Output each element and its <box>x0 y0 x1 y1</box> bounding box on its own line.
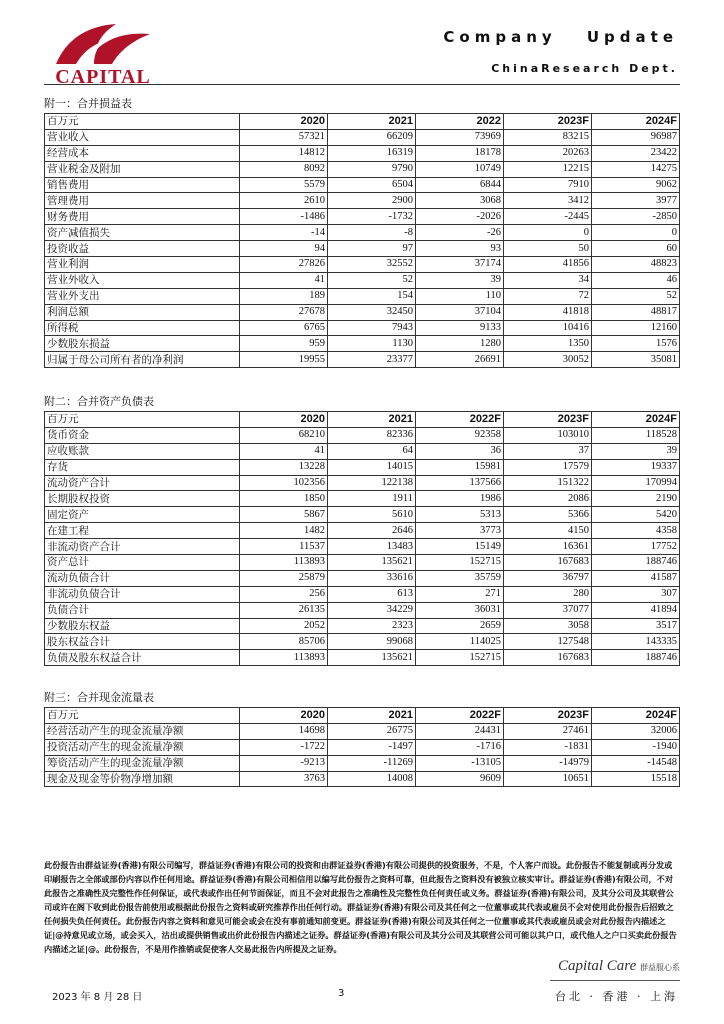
value-cell: 188746 <box>592 650 680 666</box>
table-row <box>45 723 680 739</box>
value-cell: 1576 <box>592 336 680 352</box>
value-cell: 92358 <box>416 427 504 443</box>
value-cell: 13228 <box>240 459 328 475</box>
value-cell: 307 <box>592 586 680 602</box>
row-label: 财务费用 <box>45 209 240 225</box>
row-label: 负债及股东权益合计 <box>45 650 240 666</box>
row-label: 流动负债合计 <box>45 570 240 586</box>
value-cell: 2086 <box>504 491 592 507</box>
value-cell: 271 <box>416 586 504 602</box>
row-label: 营业税金及附加 <box>45 161 240 177</box>
value-cell: 167683 <box>504 555 592 571</box>
year-header: 2021 <box>328 708 416 724</box>
value-cell: -1716 <box>416 739 504 755</box>
table-row <box>45 272 680 288</box>
value-cell: 8092 <box>240 161 328 177</box>
value-cell: 39 <box>592 443 680 459</box>
section-title: 附三：合并现金流量表 <box>44 691 154 704</box>
value-cell: -1940 <box>592 739 680 755</box>
value-cell: 1850 <box>240 491 328 507</box>
value-cell: 3773 <box>416 523 504 539</box>
page-number: 3 <box>338 988 345 999</box>
table-row <box>45 288 680 304</box>
value-cell: 25879 <box>240 570 328 586</box>
value-cell: 35081 <box>592 352 680 368</box>
value-cell: 170994 <box>592 475 680 491</box>
value-cell: 14698 <box>240 723 328 739</box>
value-cell: 2052 <box>240 618 328 634</box>
row-label: 营业外支出 <box>45 288 240 304</box>
unit-label: 百万元 <box>45 114 240 130</box>
value-cell: 82336 <box>328 427 416 443</box>
value-cell: 152715 <box>416 650 504 666</box>
value-cell: 113893 <box>240 650 328 666</box>
value-cell: 114025 <box>416 634 504 650</box>
value-cell: 613 <box>328 586 416 602</box>
income-statement-section <box>44 96 680 368</box>
value-cell: 19337 <box>592 459 680 475</box>
value-cell: 4150 <box>504 523 592 539</box>
header-divider <box>44 84 680 85</box>
brand-name-cn: 群益服心系 <box>640 963 680 972</box>
value-cell: 48823 <box>592 257 680 273</box>
value-cell: 16319 <box>328 145 416 161</box>
value-cell: 6844 <box>416 177 504 193</box>
value-cell: 102356 <box>240 475 328 491</box>
value-cell: 50 <box>504 241 592 257</box>
row-label: 经营活动产生的现金流量净额 <box>45 723 240 739</box>
value-cell: 17752 <box>592 539 680 555</box>
value-cell: 34229 <box>328 602 416 618</box>
cash-flow-table <box>44 707 680 787</box>
table-row <box>45 427 680 443</box>
value-cell: 32450 <box>328 304 416 320</box>
value-cell: 3517 <box>592 618 680 634</box>
value-cell: 1482 <box>240 523 328 539</box>
value-cell: 19955 <box>240 352 328 368</box>
value-cell: 5313 <box>416 507 504 523</box>
row-label: 投资活动产生的现金流量净额 <box>45 739 240 755</box>
row-label: 流动资产合计 <box>45 475 240 491</box>
value-cell: 41 <box>240 443 328 459</box>
row-label: 货币资金 <box>45 427 240 443</box>
value-cell: 13483 <box>328 539 416 555</box>
value-cell: -2026 <box>416 209 504 225</box>
table-row <box>45 771 680 787</box>
section-title: 附二：合并资产负债表 <box>44 395 154 408</box>
table-row <box>45 304 680 320</box>
value-cell: 48817 <box>592 304 680 320</box>
value-cell: 39 <box>416 272 504 288</box>
value-cell: 15981 <box>416 459 504 475</box>
value-cell: 10651 <box>504 771 592 787</box>
value-cell: 26775 <box>328 723 416 739</box>
year-header: 2022F <box>416 412 504 428</box>
value-cell: 20263 <box>504 145 592 161</box>
value-cell: 37104 <box>416 304 504 320</box>
value-cell: 37077 <box>504 602 592 618</box>
value-cell: -2850 <box>592 209 680 225</box>
row-label: 股东权益合计 <box>45 634 240 650</box>
value-cell: 9790 <box>328 161 416 177</box>
value-cell: 1350 <box>504 336 592 352</box>
row-label: 负债合计 <box>45 602 240 618</box>
value-cell: 3058 <box>504 618 592 634</box>
eagle-logo-icon <box>46 20 160 68</box>
value-cell: 24431 <box>416 723 504 739</box>
year-header: 2024F <box>592 114 680 130</box>
year-header: 2023F <box>504 412 592 428</box>
value-cell: 137566 <box>416 475 504 491</box>
row-label: 少数股东权益 <box>45 618 240 634</box>
value-cell: 36031 <box>416 602 504 618</box>
table-row <box>45 241 680 257</box>
row-label: 营业利润 <box>45 257 240 273</box>
income-statement-table <box>44 113 680 368</box>
value-cell: 41 <box>240 272 328 288</box>
value-cell: 127548 <box>504 634 592 650</box>
row-label: 营业收入 <box>45 129 240 145</box>
table-row <box>45 257 680 273</box>
value-cell: 37174 <box>416 257 504 273</box>
value-cell: 27461 <box>504 723 592 739</box>
year-header: 2020 <box>240 114 328 130</box>
value-cell: 14015 <box>328 459 416 475</box>
value-cell: 36 <box>416 443 504 459</box>
row-label: 固定资产 <box>45 507 240 523</box>
capital-logo <box>46 20 160 90</box>
value-cell: 99068 <box>328 634 416 650</box>
value-cell: -1722 <box>240 739 328 755</box>
value-cell: -14979 <box>504 755 592 771</box>
table-row <box>45 539 680 555</box>
value-cell: 26135 <box>240 602 328 618</box>
table-row <box>45 618 680 634</box>
value-cell: 14275 <box>592 161 680 177</box>
logo-text: CAPITAL <box>55 66 151 88</box>
row-label: 现金及现金等价物净增加额 <box>45 771 240 787</box>
value-cell: 10416 <box>504 320 592 336</box>
value-cell: -26 <box>416 225 504 241</box>
balance-sheet-table <box>44 411 680 666</box>
disclaimer-text: 此份报告由群益证券(香港)有限公司编写，群益证券(香港)有限公司的投资和由群证益券(香港)有限公司提供的投资服务，不是，个人客户而设。此份报告不能复制或再分发或印刷报告之全部或部份内容以作任何用途。群益证券(香港)有限公司相信用以编写此份报告之资料可靠，但此报告之资料没有被独立核实审计。群益证券(香港)有限公司，不对此报告之准确性及完整性作任何保证，或代表或作出任何节面保证，而且不会对此报告之准确性及完整性负任何责任或义务。群益证券(香港)有限公司，及其分公司及其联营公司或许在阁下收到此份报告前使用或根据此份报告之资料或研究推荐作出任何行动。群益证券(香港)有限公司及其任何之一位董事或其代表或雇员不会对使用此份报告后招致之任何损失负任何责任。此份报告内容之资料和意见可能会或会在没有事前通知前变更。群益证券(香港)有限公司及其任何之一位董事或其代表或雇员或会对此份报告内描述之证|@持意见或立场，或会买入，沽出或提供销售或出价此份报告内描述之证券。群益证券(香港)有限公司及其分公司及其联营公司可能以其户口，或代他人之户口买卖此份报告内描述之证|@。此份报告，不是用作推销或促使客人交易此报告内所提及之证券。 <box>44 860 677 954</box>
value-cell: 113893 <box>240 555 328 571</box>
table-row <box>45 507 680 523</box>
value-cell: 7910 <box>504 177 592 193</box>
year-header: 2024F <box>592 708 680 724</box>
table-header-row <box>45 708 680 724</box>
row-label: 非流动资产合计 <box>45 539 240 555</box>
table-row <box>45 475 680 491</box>
value-cell: 68210 <box>240 427 328 443</box>
value-cell: 152715 <box>416 555 504 571</box>
row-label: 在建工程 <box>45 523 240 539</box>
value-cell: 143335 <box>592 634 680 650</box>
value-cell: -11269 <box>328 755 416 771</box>
value-cell: 1986 <box>416 491 504 507</box>
table-row <box>45 459 680 475</box>
value-cell: -9213 <box>240 755 328 771</box>
value-cell: 41894 <box>592 602 680 618</box>
footer-divider <box>550 980 680 981</box>
value-cell: 16361 <box>504 539 592 555</box>
value-cell: 27678 <box>240 304 328 320</box>
table-row <box>45 209 680 225</box>
value-cell: 32006 <box>592 723 680 739</box>
table-row <box>45 352 680 368</box>
value-cell: 33616 <box>328 570 416 586</box>
value-cell: 46 <box>592 272 680 288</box>
value-cell: 6504 <box>328 177 416 193</box>
year-header: 2020 <box>240 708 328 724</box>
row-label: 所得税 <box>45 320 240 336</box>
table-row <box>45 739 680 755</box>
value-cell: 9133 <box>416 320 504 336</box>
value-cell: 34 <box>504 272 592 288</box>
table-row <box>45 177 680 193</box>
value-cell: 2900 <box>328 193 416 209</box>
value-cell: 959 <box>240 336 328 352</box>
value-cell: 64 <box>328 443 416 459</box>
value-cell: 83215 <box>504 129 592 145</box>
year-header: 2021 <box>328 412 416 428</box>
table-row <box>45 161 680 177</box>
table-row <box>45 129 680 145</box>
value-cell: 11537 <box>240 539 328 555</box>
value-cell: 256 <box>240 586 328 602</box>
value-cell: -14 <box>240 225 328 241</box>
unit-label: 百万元 <box>45 708 240 724</box>
value-cell: 2659 <box>416 618 504 634</box>
value-cell: -1486 <box>240 209 328 225</box>
value-cell: 73969 <box>416 129 504 145</box>
row-label: 长期股权投资 <box>45 491 240 507</box>
value-cell: -14548 <box>592 755 680 771</box>
value-cell: 23422 <box>592 145 680 161</box>
value-cell: 1130 <box>328 336 416 352</box>
department-label: ChinaResearch Dept. <box>491 62 678 75</box>
table-header-row <box>45 114 680 130</box>
row-label: 管理费用 <box>45 193 240 209</box>
row-label: 归属于母公司所有者的净利润 <box>45 352 240 368</box>
value-cell: 52 <box>328 272 416 288</box>
value-cell: 60 <box>592 241 680 257</box>
table-row <box>45 145 680 161</box>
value-cell: 2323 <box>328 618 416 634</box>
report-type-title: Company Update <box>443 28 678 46</box>
value-cell: 118528 <box>592 427 680 443</box>
row-label: 投资收益 <box>45 241 240 257</box>
value-cell: -2445 <box>504 209 592 225</box>
value-cell: 41818 <box>504 304 592 320</box>
value-cell: 7943 <box>328 320 416 336</box>
capital-care-brand <box>558 958 680 975</box>
value-cell: 27826 <box>240 257 328 273</box>
year-header: 2022F <box>416 708 504 724</box>
value-cell: 1280 <box>416 336 504 352</box>
table-row <box>45 523 680 539</box>
value-cell: 280 <box>504 586 592 602</box>
value-cell: 135621 <box>328 555 416 571</box>
table-row <box>45 755 680 771</box>
value-cell: 151322 <box>504 475 592 491</box>
value-cell: 18178 <box>416 145 504 161</box>
unit-label: 百万元 <box>45 412 240 428</box>
value-cell: -13105 <box>416 755 504 771</box>
value-cell: 96987 <box>592 129 680 145</box>
value-cell: 122138 <box>328 475 416 491</box>
value-cell: 15518 <box>592 771 680 787</box>
value-cell: 2610 <box>240 193 328 209</box>
row-label: 筹资活动产生的现金流量净额 <box>45 755 240 771</box>
row-label: 资产减值损失 <box>45 225 240 241</box>
value-cell: 6765 <box>240 320 328 336</box>
value-cell: 9062 <box>592 177 680 193</box>
value-cell: 15149 <box>416 539 504 555</box>
value-cell: 10749 <box>416 161 504 177</box>
year-header: 2024F <box>592 412 680 428</box>
value-cell: 5579 <box>240 177 328 193</box>
value-cell: 3068 <box>416 193 504 209</box>
row-label: 应收账款 <box>45 443 240 459</box>
value-cell: 97 <box>328 241 416 257</box>
value-cell: 17579 <box>504 459 592 475</box>
row-label: 存货 <box>45 459 240 475</box>
value-cell: -1732 <box>328 209 416 225</box>
table-row <box>45 443 680 459</box>
value-cell: 3412 <box>504 193 592 209</box>
value-cell: 5867 <box>240 507 328 523</box>
cash-flow-section <box>44 690 680 787</box>
value-cell: 12215 <box>504 161 592 177</box>
office-cities: 台北 · 香港 · 上海 <box>555 990 678 1003</box>
value-cell: 154 <box>328 288 416 304</box>
value-cell: -1497 <box>328 739 416 755</box>
table-row <box>45 555 680 571</box>
value-cell: 1911 <box>328 491 416 507</box>
table-row <box>45 336 680 352</box>
value-cell: 103010 <box>504 427 592 443</box>
value-cell: 52 <box>592 288 680 304</box>
value-cell: 32552 <box>328 257 416 273</box>
value-cell: 5366 <box>504 507 592 523</box>
value-cell: 26691 <box>416 352 504 368</box>
value-cell: 188746 <box>592 555 680 571</box>
row-label: 非流动负债合计 <box>45 586 240 602</box>
value-cell: 12160 <box>592 320 680 336</box>
value-cell: 2190 <box>592 491 680 507</box>
value-cell: 5610 <box>328 507 416 523</box>
table-row <box>45 602 680 618</box>
row-label: 经营成本 <box>45 145 240 161</box>
value-cell: 35759 <box>416 570 504 586</box>
row-label: 少数股东损益 <box>45 336 240 352</box>
value-cell: 4358 <box>592 523 680 539</box>
value-cell: 30052 <box>504 352 592 368</box>
table-row <box>45 491 680 507</box>
year-header: 2020 <box>240 412 328 428</box>
row-label: 营业外收入 <box>45 272 240 288</box>
value-cell: 189 <box>240 288 328 304</box>
value-cell: 3977 <box>592 193 680 209</box>
table-row <box>45 320 680 336</box>
value-cell: 93 <box>416 241 504 257</box>
value-cell: 0 <box>504 225 592 241</box>
value-cell: 14008 <box>328 771 416 787</box>
value-cell: 9609 <box>416 771 504 787</box>
value-cell: 3763 <box>240 771 328 787</box>
value-cell: 14812 <box>240 145 328 161</box>
value-cell: 94 <box>240 241 328 257</box>
table-row <box>45 570 680 586</box>
table-row <box>45 650 680 666</box>
table-row <box>45 586 680 602</box>
brand-name: Capital Care <box>558 958 637 974</box>
value-cell: 66209 <box>328 129 416 145</box>
balance-sheet-section <box>44 394 680 666</box>
value-cell: 167683 <box>504 650 592 666</box>
value-cell: 36797 <box>504 570 592 586</box>
value-cell: 0 <box>592 225 680 241</box>
table-header-row <box>45 412 680 428</box>
value-cell: 135621 <box>328 650 416 666</box>
value-cell: 85706 <box>240 634 328 650</box>
value-cell: 41856 <box>504 257 592 273</box>
table-row <box>45 225 680 241</box>
year-header: 2022 <box>416 114 504 130</box>
value-cell: 57321 <box>240 129 328 145</box>
report-date: 2023 年 8 月 28 日 <box>52 992 143 1003</box>
value-cell: 110 <box>416 288 504 304</box>
value-cell: 2646 <box>328 523 416 539</box>
table-row <box>45 634 680 650</box>
section-title: 附一：合并损益表 <box>44 97 132 110</box>
value-cell: -1831 <box>504 739 592 755</box>
value-cell: 37 <box>504 443 592 459</box>
year-header: 2023F <box>504 114 592 130</box>
year-header: 2021 <box>328 114 416 130</box>
value-cell: 41587 <box>592 570 680 586</box>
table-row <box>45 193 680 209</box>
row-label: 资产总计 <box>45 555 240 571</box>
value-cell: 72 <box>504 288 592 304</box>
value-cell: 5420 <box>592 507 680 523</box>
row-label: 销售费用 <box>45 177 240 193</box>
year-header: 2023F <box>504 708 592 724</box>
value-cell: -8 <box>328 225 416 241</box>
value-cell: 23377 <box>328 352 416 368</box>
row-label: 利润总额 <box>45 304 240 320</box>
